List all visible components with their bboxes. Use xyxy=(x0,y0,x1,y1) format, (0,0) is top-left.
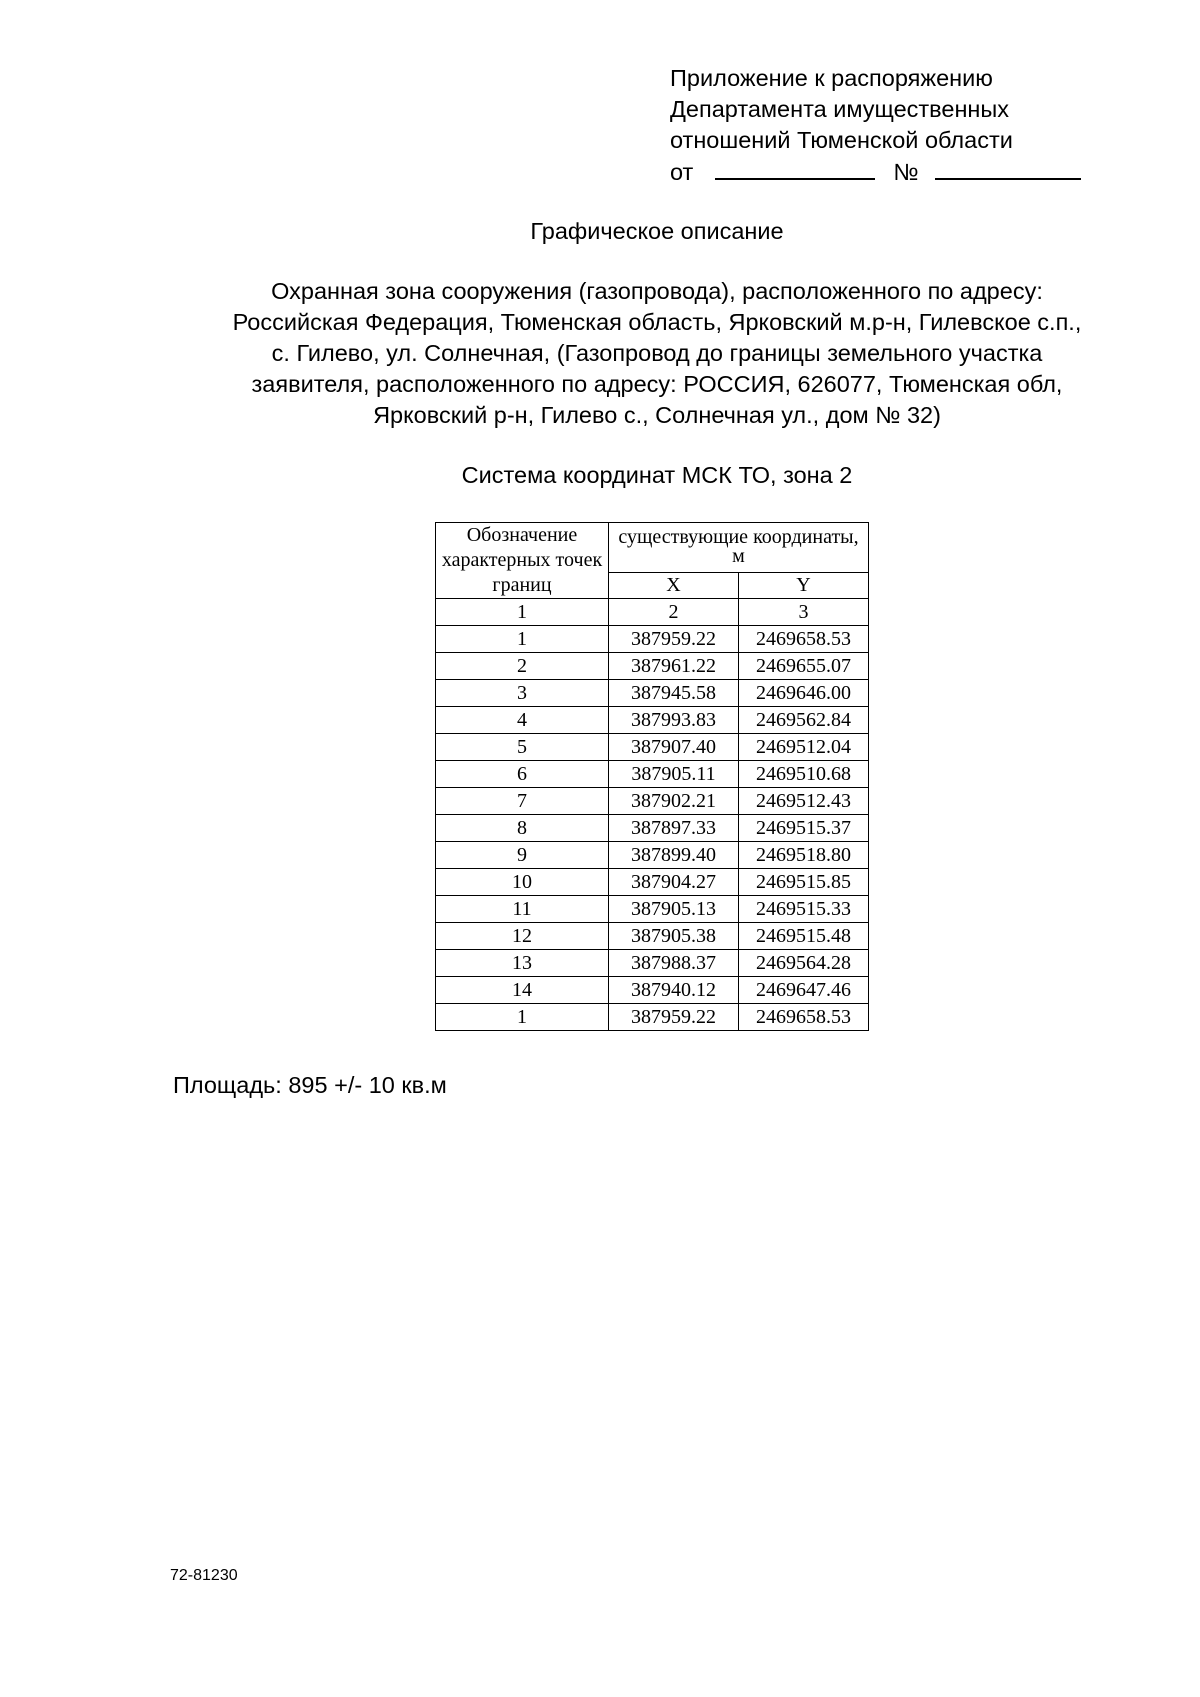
point-cell: 13 xyxy=(436,950,609,977)
table-row xyxy=(436,707,869,734)
x-coordinate-cell: 387897.33 xyxy=(609,815,739,842)
point-cell: 6 xyxy=(436,761,609,788)
point-cell: 2 xyxy=(436,653,609,680)
coordinate-system: Система координат МСК ТО, зона 2 xyxy=(461,462,853,488)
table-body xyxy=(436,626,869,1031)
x-coordinate-cell: 387907.40 xyxy=(609,734,739,761)
point-cell: 1 xyxy=(436,626,609,653)
appendix-header xyxy=(670,63,1081,188)
x-coordinate-cell: 387905.38 xyxy=(609,923,739,950)
y-coordinate-cell: 2469515.33 xyxy=(739,896,869,923)
y-coordinate-cell: 2469646.00 xyxy=(739,680,869,707)
y-coordinate-cell: 2469515.85 xyxy=(739,869,869,896)
point-cell: 11 xyxy=(436,896,609,923)
table-row xyxy=(436,815,869,842)
from-label: от xyxy=(670,159,694,185)
x-coordinate-cell: 387904.27 xyxy=(609,869,739,896)
object-description xyxy=(0,276,1200,431)
number-label: № xyxy=(893,159,919,185)
point-cell: 10 xyxy=(436,869,609,896)
x-coordinate-cell: 387961.22 xyxy=(609,653,739,680)
point-cell: 3 xyxy=(436,680,609,707)
x-coordinate-cell: 387959.22 xyxy=(609,626,739,653)
table-row xyxy=(436,761,869,788)
column-number-1: 1 xyxy=(436,599,609,626)
header-x: X xyxy=(609,572,739,598)
x-coordinate-cell: 387940.12 xyxy=(609,977,739,1004)
table-row xyxy=(436,869,869,896)
y-coordinate-cell: 2469647.46 xyxy=(739,977,869,1004)
object-description-line-3: с. Гилево, ул. Солнечная, (Газопровод до границы земельного участка xyxy=(271,340,1043,366)
object-description-line-5: Ярковский р-н, Гилево с., Солнечная ул., дом № 32) xyxy=(373,402,941,428)
table-column-numbers-row xyxy=(436,599,869,626)
y-coordinate-cell: 2469510.68 xyxy=(739,761,869,788)
object-description-line-2: Российская Федерация, Тюменская область, Ярковский м.р-н, Гилевское с.п., xyxy=(232,309,1082,335)
coordinates-table xyxy=(435,522,869,1031)
table-row xyxy=(436,680,869,707)
x-coordinate-cell: 387993.83 xyxy=(609,707,739,734)
column-number-3: 3 xyxy=(739,599,869,626)
y-coordinate-cell: 2469658.53 xyxy=(739,1004,869,1031)
y-coordinate-cell: 2469515.37 xyxy=(739,815,869,842)
table-row xyxy=(436,1004,869,1031)
document-title: Графическое описание xyxy=(530,218,784,244)
x-coordinate-cell: 387902.21 xyxy=(609,788,739,815)
appendix-line-2: Департамента имущественных xyxy=(670,96,1010,122)
table-row xyxy=(436,950,869,977)
x-coordinate-cell: 387899.40 xyxy=(609,842,739,869)
y-coordinate-cell: 2469518.80 xyxy=(739,842,869,869)
appendix-date-number-line xyxy=(670,156,1081,188)
column-number-2: 2 xyxy=(609,599,739,626)
point-cell: 1 xyxy=(436,1004,609,1031)
x-coordinate-cell: 387959.22 xyxy=(609,1004,739,1031)
object-description-line-4: заявителя, расположенного по адресу: РОССИЯ, 626077, Тюменская обл, xyxy=(251,371,1063,397)
document-number: 72-81230 xyxy=(170,1567,238,1584)
point-cell: 12 xyxy=(436,923,609,950)
table-row xyxy=(436,923,869,950)
object-description-line-1: Охранная зона сооружения (газопровода), расположенного по адресу: xyxy=(271,278,1043,304)
point-cell: 8 xyxy=(436,815,609,842)
point-cell: 5 xyxy=(436,734,609,761)
table-row xyxy=(436,896,869,923)
x-coordinate-cell: 387905.11 xyxy=(609,761,739,788)
table-row xyxy=(436,653,869,680)
y-coordinate-cell: 2469564.28 xyxy=(739,950,869,977)
y-coordinate-cell: 2469562.84 xyxy=(739,707,869,734)
number-blank-field xyxy=(935,156,1081,180)
x-coordinate-cell: 387988.37 xyxy=(609,950,739,977)
y-coordinate-cell: 2469512.43 xyxy=(739,788,869,815)
appendix-line-3: отношений Тюменской области xyxy=(670,127,1013,153)
table-row xyxy=(436,842,869,869)
point-cell: 7 xyxy=(436,788,609,815)
table-row xyxy=(436,977,869,1004)
table-row xyxy=(436,734,869,761)
appendix-line-1: Приложение к распоряжению xyxy=(670,65,993,91)
table-row xyxy=(436,788,869,815)
point-cell: 14 xyxy=(436,977,609,1004)
area-text: Площадь: 895 +/- 10 кв.м xyxy=(173,1072,447,1098)
header-y: Y xyxy=(739,572,869,598)
y-coordinate-cell: 2469515.48 xyxy=(739,923,869,950)
y-coordinate-cell: 2469658.53 xyxy=(739,626,869,653)
table-header-row xyxy=(436,523,869,573)
x-coordinate-cell: 387905.13 xyxy=(609,896,739,923)
y-coordinate-cell: 2469655.07 xyxy=(739,653,869,680)
date-blank-field xyxy=(715,156,875,180)
header-points: Обозначение характерных точек границ xyxy=(436,523,609,599)
point-cell: 4 xyxy=(436,707,609,734)
point-cell: 9 xyxy=(436,842,609,869)
y-coordinate-cell: 2469512.04 xyxy=(739,734,869,761)
table-row xyxy=(436,626,869,653)
header-coordinates: существующие координаты, м xyxy=(609,523,869,573)
x-coordinate-cell: 387945.58 xyxy=(609,680,739,707)
